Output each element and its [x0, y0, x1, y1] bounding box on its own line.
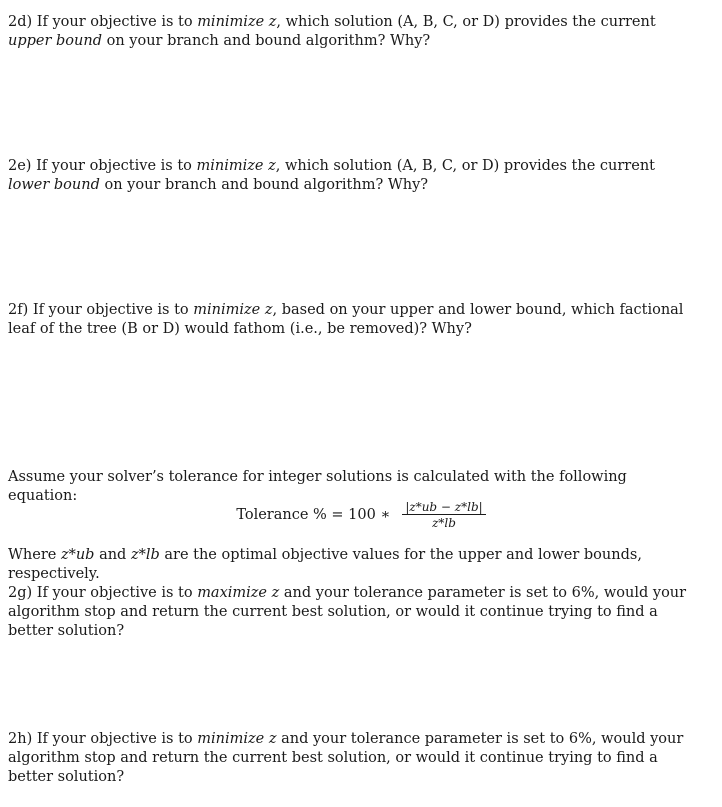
question-2g-objective: maximize z — [197, 585, 280, 601]
question-2h — [8, 730, 700, 787]
question-2e-bound: lower bound — [8, 177, 100, 193]
question-2g-pre: 2g) If your objective is to — [8, 585, 198, 601]
question-2e-mid: , which solution (A, B, C, or D) provides the current — [275, 158, 655, 174]
question-2d-objective: minimize z — [197, 14, 277, 30]
question-2e — [8, 157, 700, 195]
question-2e-objective: minimize z — [196, 158, 276, 174]
question-2g — [8, 584, 700, 641]
question-2d-mid: , which solution (A, B, C, or D) provides the current — [276, 14, 656, 30]
where-var-upper: z*ub — [60, 547, 95, 563]
question-2e-post: on your branch and bound algorithm? Why? — [99, 177, 429, 193]
question-2f — [8, 301, 700, 339]
question-2f-objective: minimize z — [193, 302, 273, 318]
tolerance-formula — [0, 500, 722, 531]
where-pre: Where — [8, 547, 61, 563]
question-2h-post: and your tolerance parameter is set to 6%, would your algorithm stop and return the current best solution, or would it continue trying to find a better solution? — [8, 731, 684, 785]
question-2e-pre: 2e) If your objective is to — [8, 158, 197, 174]
question-2f-post: , based on your upper and lower bound, which factional leaf of the tree (B or D) would fathom (i.e., be removed)? Why? — [8, 302, 684, 337]
question-2d-pre: 2d) If your objective is to — [8, 14, 198, 30]
question-2f-pre: 2f) If your objective is to — [8, 302, 194, 318]
formula-fraction — [402, 500, 485, 531]
question-2h-objective: minimize z — [197, 731, 277, 747]
question-2d — [8, 13, 700, 51]
where-post: are the optimal objective values for the upper and lower bounds, respectively. — [8, 547, 642, 582]
formula-numerator: |z*ub − z*lb| — [402, 500, 485, 515]
where-var-lower: z*lb — [130, 547, 160, 563]
tolerance-intro: Assume your solver’s tolerance for integer solutions is calculated with the following equation: — [8, 469, 627, 504]
question-2h-pre: 2h) If your objective is to — [8, 731, 198, 747]
question-2d-post: on your branch and bound algorithm? Why? — [102, 33, 431, 49]
question-2g-post: and your tolerance parameter is set to 6%, would your algorithm stop and return the current best solution, or would it continue trying to find a better solution? — [8, 585, 687, 639]
where-and: and — [94, 547, 131, 563]
where-definition — [8, 546, 700, 584]
formula-denominator: z*lb — [432, 516, 456, 530]
formula-label: Tolerance % = 100 ∗ — [236, 507, 391, 523]
question-2d-bound: upper bound — [8, 33, 102, 49]
